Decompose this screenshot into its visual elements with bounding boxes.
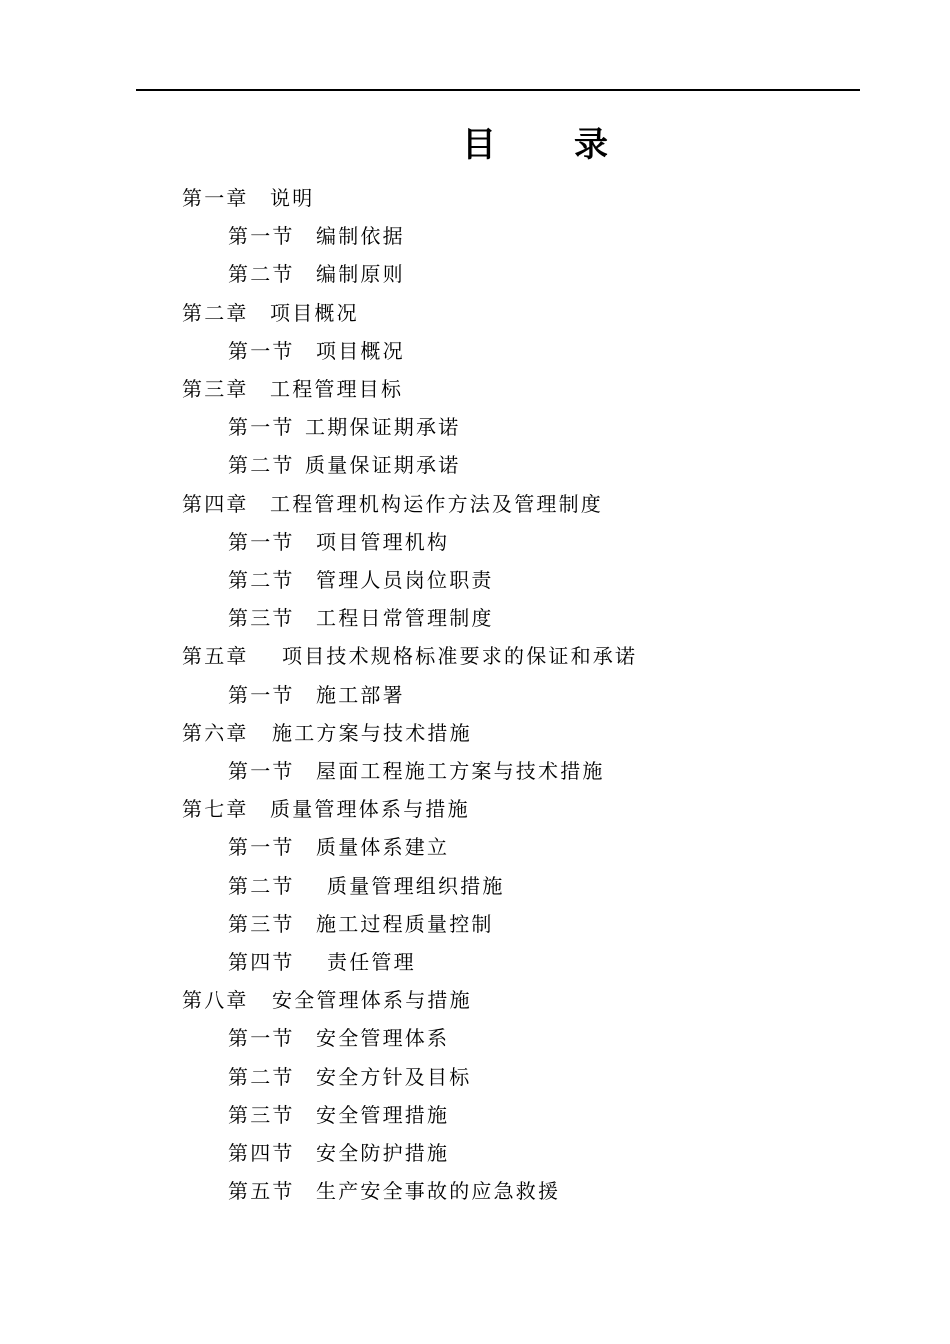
section-title: 质量体系建立 bbox=[316, 835, 450, 860]
section-number: 第一节 bbox=[228, 1026, 295, 1051]
header-rule bbox=[136, 89, 860, 91]
toc-section-row[interactable] bbox=[228, 332, 900, 370]
chapter-title: 项目概况 bbox=[270, 300, 359, 325]
section-title: 安全管理体系 bbox=[316, 1026, 450, 1051]
section-number: 第四节 bbox=[228, 1141, 295, 1165]
toc-section-row[interactable] bbox=[228, 1019, 900, 1057]
chapter-number: 第一章 bbox=[182, 186, 249, 210]
section-title: 工程日常管理制度 bbox=[316, 606, 494, 631]
section-number: 第二节 bbox=[228, 873, 295, 898]
section-number: 第五节 bbox=[228, 1179, 295, 1204]
section-title: 生产安全事故的应急救援 bbox=[316, 1179, 561, 1204]
toc-section-row[interactable] bbox=[228, 561, 900, 599]
toc-section-row[interactable] bbox=[228, 255, 900, 293]
toc-section-row[interactable] bbox=[228, 867, 900, 905]
chapter-number: 第六章 bbox=[182, 720, 249, 745]
section-title: 项目概况 bbox=[316, 338, 405, 363]
toc-chapter-row[interactable] bbox=[182, 637, 900, 675]
section-title: 项目管理机构 bbox=[316, 529, 450, 554]
section-number: 第一节 bbox=[228, 415, 295, 440]
toc-section-row[interactable] bbox=[228, 943, 900, 981]
toc-section-row[interactable] bbox=[228, 523, 900, 561]
toc-chapter-row[interactable] bbox=[182, 370, 900, 408]
toc-section-row[interactable] bbox=[228, 217, 900, 255]
section-title: 安全防护措施 bbox=[316, 1141, 450, 1165]
chapter-title: 工程管理机构运作方法及管理制度 bbox=[270, 491, 603, 516]
section-title: 施工过程质量控制 bbox=[316, 911, 494, 936]
section-title: 工期保证期承诺 bbox=[305, 415, 461, 440]
section-number: 第三节 bbox=[228, 1102, 295, 1127]
section-title: 编制依据 bbox=[316, 224, 405, 249]
section-number: 第二节 bbox=[228, 262, 295, 287]
toc-section-row[interactable] bbox=[228, 752, 900, 790]
section-number: 第二节 bbox=[228, 1064, 295, 1089]
section-title: 责任管理 bbox=[327, 950, 416, 974]
chapter-title: 质量管理体系与措施 bbox=[270, 797, 470, 822]
section-title: 编制原则 bbox=[316, 262, 405, 287]
chapter-number: 第二章 bbox=[182, 300, 249, 325]
chapter-title: 项目技术规格标准要求的保证和承诺 bbox=[282, 644, 638, 669]
title-char-1: 目 bbox=[462, 124, 496, 165]
chapter-number: 第七章 bbox=[182, 797, 249, 822]
section-number: 第二节 bbox=[228, 568, 295, 592]
toc-section-row[interactable] bbox=[228, 1134, 900, 1172]
toc-section-row[interactable] bbox=[228, 1096, 900, 1134]
section-number: 第三节 bbox=[228, 911, 295, 936]
section-title: 施工部署 bbox=[316, 682, 405, 707]
section-title: 安全管理措施 bbox=[316, 1102, 450, 1127]
section-number: 第一节 bbox=[228, 759, 295, 783]
page-title bbox=[462, 116, 608, 166]
toc-section-row[interactable] bbox=[228, 1058, 900, 1096]
section-number: 第四节 bbox=[228, 950, 295, 974]
toc-section-row[interactable] bbox=[228, 1172, 900, 1210]
section-number: 第一节 bbox=[228, 338, 295, 363]
chapter-number: 第八章 bbox=[182, 988, 249, 1013]
chapter-title: 说明 bbox=[270, 186, 315, 210]
section-title: 质量保证期承诺 bbox=[305, 453, 461, 478]
section-number: 第三节 bbox=[228, 606, 295, 631]
section-number: 第一节 bbox=[228, 529, 295, 554]
chapter-title: 工程管理目标 bbox=[270, 377, 404, 401]
section-number: 第一节 bbox=[228, 835, 295, 860]
toc-section-row[interactable] bbox=[228, 905, 900, 943]
section-number: 第二节 bbox=[228, 453, 295, 478]
toc-chapter-row[interactable] bbox=[182, 790, 900, 828]
section-title: 屋面工程施工方案与技术措施 bbox=[316, 759, 605, 783]
chapter-number: 第四章 bbox=[182, 491, 249, 516]
section-title: 质量管理组织措施 bbox=[327, 873, 505, 898]
toc-section-row[interactable] bbox=[228, 828, 900, 866]
chapter-title: 施工方案与技术措施 bbox=[272, 720, 472, 745]
toc-chapter-row[interactable] bbox=[182, 714, 900, 752]
chapter-title: 安全管理体系与措施 bbox=[272, 988, 472, 1013]
title-char-2: 录 bbox=[574, 124, 608, 165]
toc-section-row[interactable] bbox=[228, 676, 900, 714]
toc-chapter-row[interactable] bbox=[182, 485, 900, 523]
toc-section-row[interactable] bbox=[228, 408, 900, 446]
section-number: 第一节 bbox=[228, 682, 295, 707]
section-number: 第一节 bbox=[228, 224, 295, 249]
section-title: 安全方针及目标 bbox=[316, 1064, 472, 1089]
section-title: 管理人员岗位职责 bbox=[316, 568, 494, 592]
toc-chapter-row[interactable] bbox=[182, 179, 900, 217]
toc-chapter-row[interactable] bbox=[182, 981, 900, 1019]
toc-section-row[interactable] bbox=[228, 599, 900, 637]
toc-section-row[interactable] bbox=[228, 446, 900, 484]
chapter-number: 第三章 bbox=[182, 377, 249, 401]
chapter-number: 第五章 bbox=[182, 644, 249, 669]
toc-chapter-row[interactable] bbox=[182, 294, 900, 332]
